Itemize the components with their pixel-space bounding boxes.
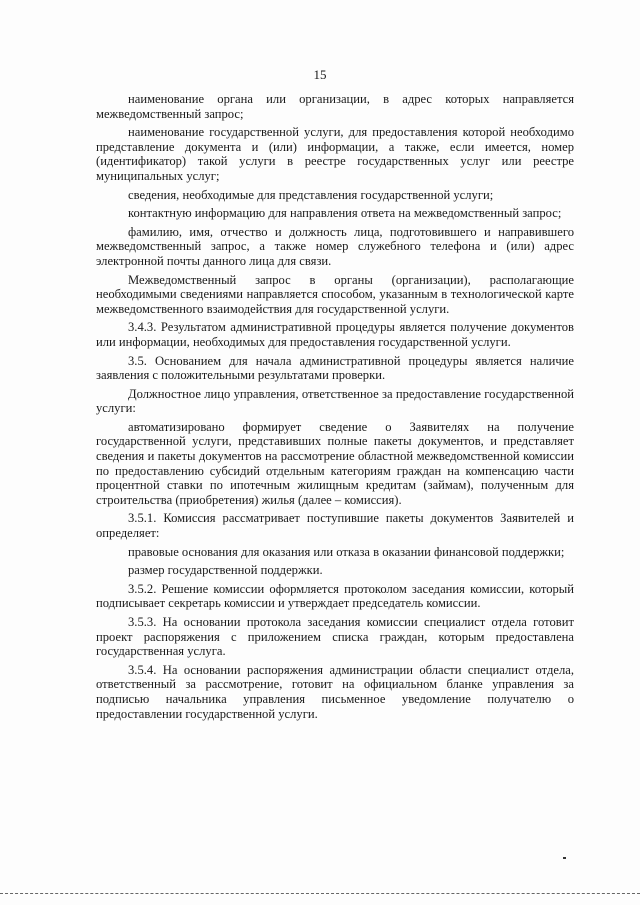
scan-speck [563,857,566,859]
paragraph: 3.5. Основанием для начала административной процедуры является наличие заявления с положительными результатами проверки. [96,353,574,383]
paragraph: 3.5.4. На основании распоряжения администрации области специалист отдела, ответственный за рассмотрение, готовит на официальном бланке управления за подписью начальника управления письменное уведомление получателю о предоставлении государственной услуги. [96,662,574,721]
paragraph: 3.5.3. На основании протокола заседания комиссии специалист отдела готовит проект распоряжения с приложением списка граждан, которым предоставлена государственная услуга. [96,615,574,659]
paragraph: правовые основания для оказания или отказа в оказании финансовой поддержки; [128,544,565,559]
paragraph: Межведомственный запрос в органы (организации), располагающие необходимыми сведениями направляется способом, указанным в технологической карте межведомственного взаимодействия для государственной услуги. [96,272,574,316]
paragraph: наименование органа или организации, в адрес которых направляется межведомственный запрос; [96,92,574,121]
paragraph: наименование государственной услуги, для предоставления которой необходимо представление документа и (или) информации, а также, если имеется, номер (идентификатор) такой услуги в реестре государственных услуг или реестре муниципальных услуг; [96,125,574,183]
paragraph: Должностное лицо управления, ответственное за предоставление государственной услуги: [96,386,574,416]
paragraph: сведения, необходимые для представления государственной услуги; [128,187,494,202]
paragraph: 3.5.1. Комиссия рассматривает поступившие пакеты документов Заявителей и определяет: [96,511,574,541]
page-number: 15 [313,67,327,82]
paragraph: автоматизировано формирует сведение о Заявителях на получение государственной услуги, представивших полные пакеты документов, и представляет сведения и пакеты документов на рассмотрение областной межведомственной комиссии по предоставлению субсидий отдельным категориям граждан на компенсацию части процентной ставки по ипотечным жилищным кредитам (займам), полученным для строительства (приобретения) жилья (далее – комиссия). [96,419,574,507]
paragraph: 3.5.2. Решение комиссии оформляется протоколом заседания комиссии, который подписывает секретарь комиссии и утверждает председатель комиссии. [96,581,574,611]
paragraph: размер государственной поддержки. [128,563,323,578]
paragraph: контактную информацию для направления ответа на межведомственный запрос; [128,206,562,221]
paragraph: фамилию, имя, отчество и должность лица, подготовившего и направившего межведомственный запрос, а также номер служебного телефона и (или) адрес электронной почты данного лица для связи. [96,224,574,268]
document-body [96,92,574,725]
paragraph: 3.4.3. Результатом административной процедуры является получение документов или информации, необходимых для предоставления государственной услуги. [96,320,574,349]
scan-edge-line [0,893,640,894]
